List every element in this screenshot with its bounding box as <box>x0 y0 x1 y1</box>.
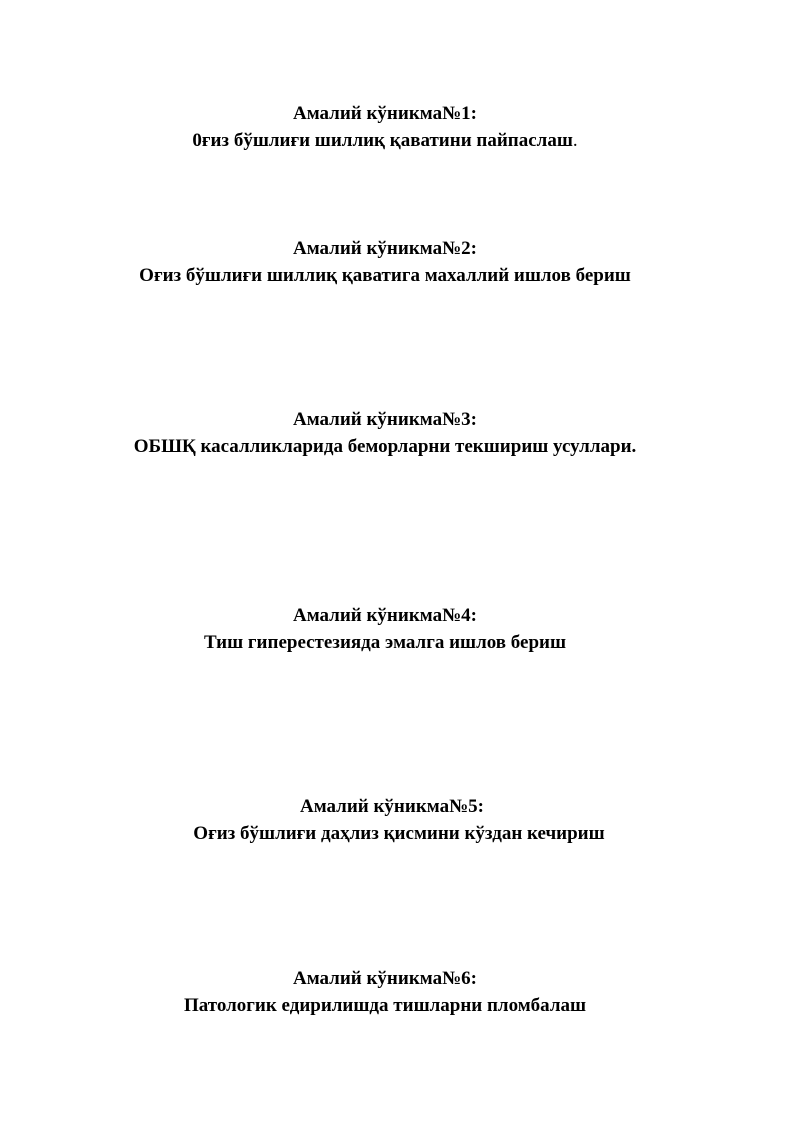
skill-block-6 <box>0 965 770 1019</box>
skill-block-2 <box>0 235 770 289</box>
skill-title <box>0 127 770 154</box>
skill-heading: Амалий кўникма№4: <box>292 605 478 626</box>
skill-title <box>0 992 770 1019</box>
skill-title-text: Тиш гиперестезияда эмалга ишлов бериш <box>203 632 567 653</box>
skill-block-3 <box>0 406 770 460</box>
skill-title-text: ОБШҚ касалликларида беморларни текшириш усуллари. <box>133 436 637 457</box>
skill-title <box>0 262 770 289</box>
skill-title-period: . <box>572 130 578 151</box>
skill-title <box>14 820 784 847</box>
skill-heading: Амалий кўникма№6: <box>292 968 478 989</box>
skill-title-text: 0ғиз бўшлиғи шиллиқ қаватини пайпаслаш <box>192 130 573 151</box>
skill-title <box>0 629 770 656</box>
skill-heading: Амалий кўникма№1: <box>292 103 478 124</box>
skill-block-1 <box>0 100 770 154</box>
skill-heading: Амалий кўникма№3: <box>292 409 478 430</box>
skill-title-text: Патологик едирилишда тишларни пломбалаш <box>183 995 587 1016</box>
skill-title <box>0 433 770 460</box>
skill-block-5 <box>14 793 784 847</box>
skill-title-text: Оғиз бўшлиғи даҳлиз қисмини кўздан кечириш <box>193 823 605 844</box>
skill-block-4 <box>0 602 770 656</box>
skill-title-text: Оғиз бўшлиғи шиллиқ қаватига махаллий ишлов бериш <box>139 265 631 286</box>
skill-heading: Амалий кўникма№2: <box>292 238 478 259</box>
skill-heading: Амалий кўникма№5: <box>299 796 485 817</box>
